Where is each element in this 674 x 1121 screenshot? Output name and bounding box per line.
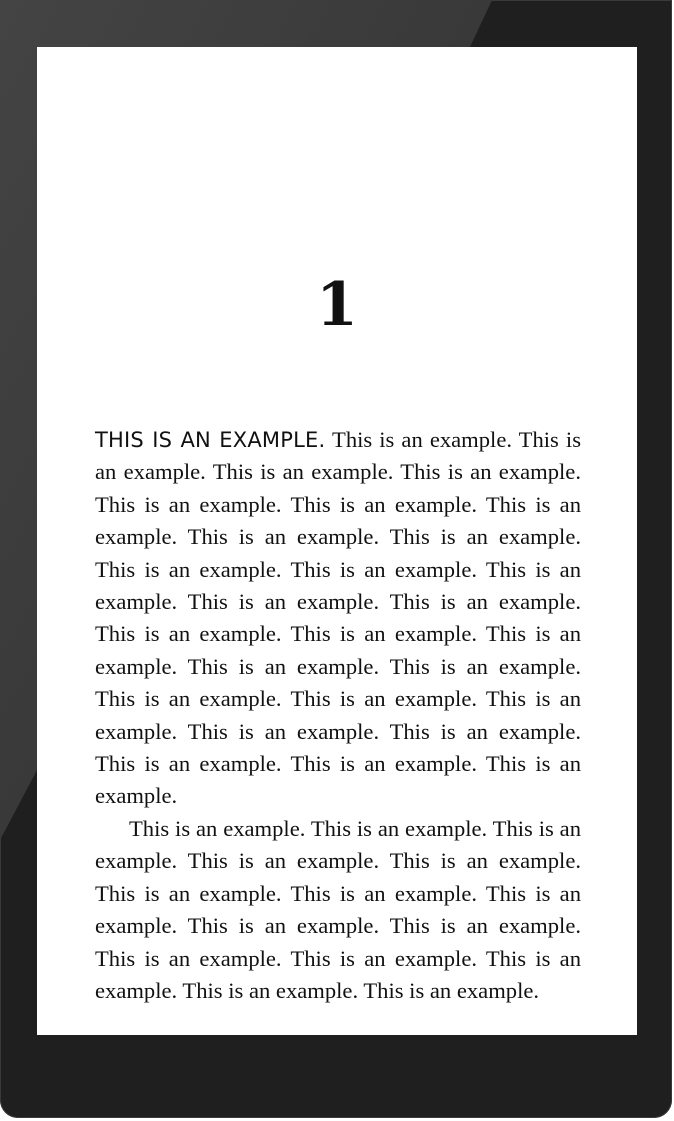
reader-screen[interactable] bbox=[37, 47, 637, 1035]
paragraph-2 bbox=[95, 813, 581, 1007]
paragraph-2-body: This is an example. This is an example. This is an example. This is an example. This is an example. This is an example. This is an example. This is an example. This is an example. This is an example. This is an example. This is an example. This is an example. This is an example. This is an example. bbox=[95, 815, 581, 1003]
paragraph-1-body: This is an example. This is an example. This is an example. This is an example. This is an example. This is an example. This is an example. This is an example. This is an example. This is an example. This is an example. This is an example. This is an example. This is an example. This is an example. This is an example. This is an example. This is an example. This is an example. This is an example. This is an example. This is an example. This is an example. This is an example. This is an example. This is an example. This is an example. bbox=[95, 427, 581, 809]
page-text bbox=[95, 424, 581, 1007]
paragraph-lead-in: THIS IS AN EXAMPLE. bbox=[95, 428, 326, 452]
paragraph-1 bbox=[95, 424, 581, 813]
chapter-number: 1 bbox=[316, 270, 358, 340]
